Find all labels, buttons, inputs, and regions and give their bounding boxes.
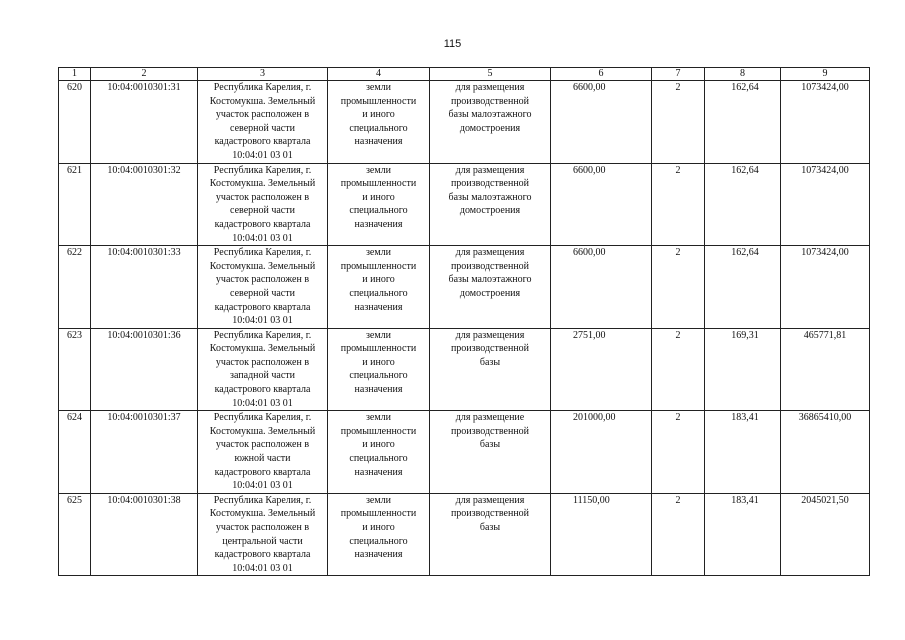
cadastral-number: 10:04:0010301:38 bbox=[91, 493, 198, 576]
cadastral-value: 2045021,50 bbox=[781, 493, 870, 576]
land-category: земли промышленности и иного специального назначения bbox=[340, 82, 417, 148]
page-number: 115 bbox=[443, 38, 462, 50]
row-number: 622 bbox=[59, 246, 91, 329]
column-header: 6 bbox=[551, 68, 652, 81]
cadastral-value: 36865410,00 bbox=[781, 411, 870, 494]
area-value: 201000,00 bbox=[551, 411, 652, 494]
land-category: земли промышленности и иного специального назначения bbox=[340, 412, 417, 478]
cadastral-value: 1073424,00 bbox=[781, 163, 870, 246]
location-description: Республика Карелия, г. Костомукша. Земельный участок расположен в южной части кадастрового квартала 10:04:01 03 01 bbox=[209, 412, 316, 492]
permitted-use: для размещения производственной базы bbox=[450, 329, 530, 368]
permitted-use: для размещения производственной базы малоэтажного домостроения bbox=[448, 82, 532, 134]
column-header: 9 bbox=[781, 68, 870, 81]
specific-value: 169,31 bbox=[705, 328, 781, 411]
column-header: 7 bbox=[652, 68, 705, 81]
column-7-value: 2 bbox=[652, 246, 705, 329]
cadastral-number: 10:04:0010301:32 bbox=[91, 163, 198, 246]
table-row bbox=[59, 246, 870, 329]
table-row bbox=[59, 493, 870, 576]
header-row bbox=[59, 68, 870, 81]
cadastral-value: 1073424,00 bbox=[781, 246, 870, 329]
column-7-value: 2 bbox=[652, 163, 705, 246]
land-category: земли промышленности и иного специального назначения bbox=[340, 164, 417, 230]
permitted-use: для размещения производственной базы малоэтажного домостроения bbox=[448, 247, 532, 299]
column-header: 5 bbox=[430, 68, 551, 81]
permitted-use: для размещения производственной базы малоэтажного домостроения bbox=[448, 164, 532, 217]
column-header: 2 bbox=[91, 68, 198, 81]
specific-value: 183,41 bbox=[705, 493, 781, 576]
column-header: 8 bbox=[705, 68, 781, 81]
column-7-value: 2 bbox=[652, 493, 705, 576]
row-number: 624 bbox=[59, 411, 91, 494]
cadastral-number: 10:04:0010301:37 bbox=[91, 411, 198, 494]
row-number: 623 bbox=[59, 328, 91, 411]
location-description: Республика Карелия, г. Костомукша. Земельный участок расположен в северной части кадастрового квартала 10:04:01 03 01 bbox=[209, 82, 316, 161]
area-value: 6600,00 bbox=[551, 246, 652, 329]
table-row bbox=[59, 163, 870, 246]
land-category: земли промышленности и иного специального назначения bbox=[340, 247, 417, 313]
specific-value: 162,64 bbox=[705, 246, 781, 329]
area-value: 6600,00 bbox=[551, 81, 652, 164]
specific-value: 162,64 bbox=[705, 81, 781, 164]
table-row bbox=[59, 81, 870, 164]
table-row bbox=[59, 411, 870, 494]
table-row bbox=[59, 328, 870, 411]
location-description: Республика Карелия, г. Костомукша. Земельный участок расположен в северной части кадастрового квартала 10:04:01 03 01 bbox=[209, 164, 316, 244]
area-value: 2751,00 bbox=[551, 328, 652, 411]
column-header: 3 bbox=[198, 68, 328, 81]
cadastral-number: 10:04:0010301:31 bbox=[91, 81, 198, 164]
column-7-value: 2 bbox=[652, 411, 705, 494]
row-number: 621 bbox=[59, 163, 91, 246]
location-description: Республика Карелия, г. Костомукша. Земельный участок расположен в западной части кадастрового квартала 10:04:01 03 01 bbox=[209, 329, 316, 409]
permitted-use: для размещения производственной базы bbox=[450, 494, 530, 533]
column-7-value: 2 bbox=[652, 81, 705, 164]
row-number: 625 bbox=[59, 493, 91, 576]
land-category: земли промышленности и иного специального назначения bbox=[340, 329, 417, 396]
land-plots-table bbox=[58, 67, 870, 576]
specific-value: 183,41 bbox=[705, 411, 781, 494]
location-description: Республика Карелия, г. Костомукша. Земельный участок расположен в центральной части кадастрового квартала 10:04:01 03 01 bbox=[209, 494, 316, 574]
permitted-use: для размещение производственной базы bbox=[450, 412, 530, 451]
cadastral-value: 465771,81 bbox=[781, 328, 870, 411]
column-header: 4 bbox=[328, 68, 430, 81]
area-value: 6600,00 bbox=[551, 163, 652, 246]
area-value: 11150,00 bbox=[551, 493, 652, 576]
column-7-value: 2 bbox=[652, 328, 705, 411]
cadastral-number: 10:04:0010301:33 bbox=[91, 246, 198, 329]
cadastral-number: 10:04:0010301:36 bbox=[91, 328, 198, 411]
specific-value: 162,64 bbox=[705, 163, 781, 246]
cadastral-value: 1073424,00 bbox=[781, 81, 870, 164]
location-description: Республика Карелия, г. Костомукша. Земельный участок расположен в северной части кадастрового квартала 10:04:01 03 01 bbox=[209, 247, 316, 327]
land-category: земли промышленности и иного специального назначения bbox=[340, 494, 417, 561]
row-number: 620 bbox=[59, 81, 91, 164]
column-header: 1 bbox=[59, 68, 91, 81]
